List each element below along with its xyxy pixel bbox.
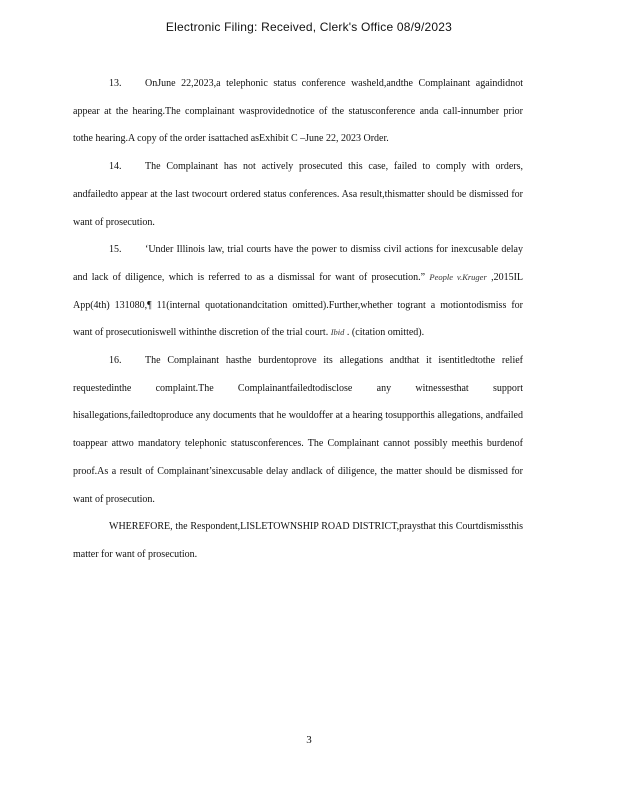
page-number: 3 [306, 734, 312, 746]
paragraph-text: ‘Under Illinois law, trial courts have the power to dismiss civil actions for inexcusable delay and lack of diligence, which is referred to as a dismissal for want of prosecution.” [73, 244, 523, 283]
paragraph-15 [73, 236, 523, 347]
paragraph-text: The Complainant hasthe burdentoprove its allegations andthat it isentitledtothe relief requestedinthe complaint.The Complainantfailedtodisclose any witnessesthat support hisallegations,failedtoproduce any documents that he wouldoffer at a hearing tosupporthis allegations, andfailed toappear attwo mandatory telephonic statusconferences. The Complainant cannot possibly meethis burdenof proof.As a result of Complainant’sinexcusable delay andlack of diligence, the matter should be dismissed for want of prosecution. [73, 355, 523, 505]
paragraph-number: 15. [109, 244, 122, 256]
paragraph-13 [73, 70, 523, 153]
paragraph-number: 13. [109, 78, 122, 89]
paragraph-number: 16. [109, 355, 122, 367]
case-citation: People v.Kruger [429, 271, 487, 282]
paragraph-text-end: . (citation omitted). [346, 327, 425, 339]
paragraph-text: OnJune 22,2023,a telephonic status conference washeld,andthe Complainant againdidnot appear at the hearing.The complainant wasprovidednotice of the statusconference anda call-innumber prior tothe hearing.A copy of the order isattached asExhibit C –June 22, 2023 Order. [73, 78, 523, 145]
ibid-citation: Ibid [330, 327, 345, 338]
filing-stamp-header: Electronic Filing: Received, Clerk's Office 08/9/2023 [165, 20, 453, 34]
paragraph-number: 14. [109, 161, 122, 173]
paragraph-text: The Complainant has not actively prosecuted this case, failed to comply with orders, andfailedto appear at the last twocourt ordered status conferences. Asa result,thismatter should be dismissed for want of prosecution. [73, 161, 523, 228]
paragraph-14 [73, 153, 523, 236]
wherefore-clause: WHEREFORE, the Respondent,LISLETOWNSHIP ROAD DISTRICT,praysthat this Courtdismissthis matter for want of prosecution. [73, 521, 523, 560]
paragraph-text-continued: ,2015IL App(4th) 131080,¶ 11(internal quotationandcitation omitted).Further,whether togrant a motiontodismiss for want of prosecutioniswell withinthe discretion of the trial court. [73, 271, 524, 339]
paragraph-16 [73, 347, 523, 513]
document-body [73, 70, 523, 569]
